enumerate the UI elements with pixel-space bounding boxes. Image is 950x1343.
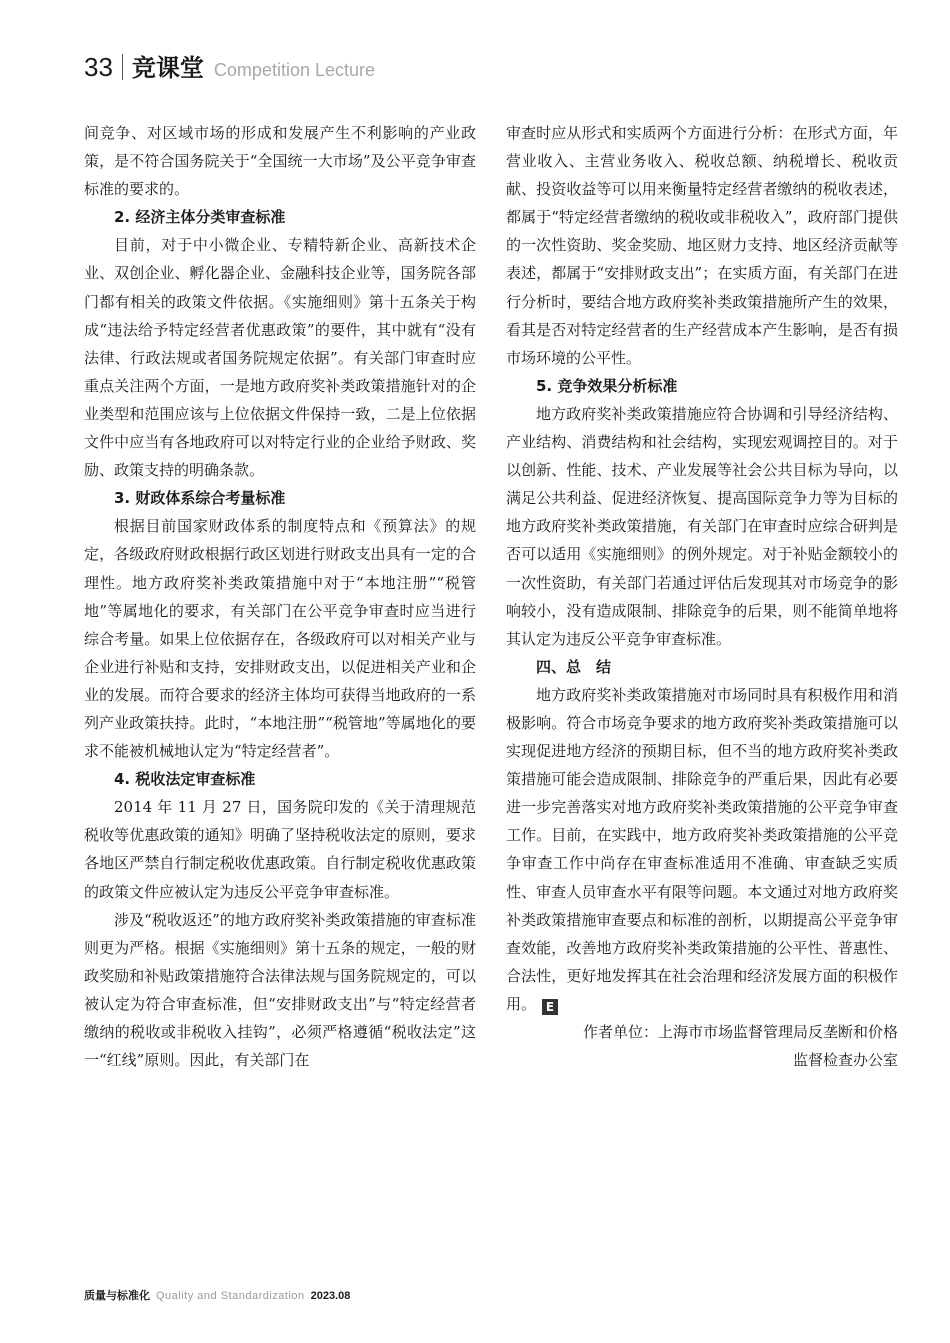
paragraph: 涉及“税收返还”的地方政府奖补类政策措施的审查标准则更为严格。根据《实施细则》第十五条的规定，一般的财政奖励和补贴政策措施符合法律法规与国务院规定的，可以被认定为符合审查标准，但“安排财政支出”与“特定经营者缴纳的税收或非税收入挂钩”，必须严格遵循“税收法定”这一“红线”原则。因此，有关部门在	[84, 910, 476, 1070]
left-column	[84, 119, 476, 1074]
right-column	[506, 119, 898, 1074]
journal-name-cn: 质量与标准化	[84, 1289, 150, 1302]
subheading-4: 4. 税收法定审查标准	[114, 770, 256, 789]
paragraph: 审查时应从形式和实质两个方面进行分析：在形式方面，年营业收入、主营业务收入、税收总额、纳税增长、税收贡献、投资收益等可以用来衡量特定经营者缴纳的税收表述，都属于“特定经营者缴纳的税收或非税收入”，政府部门提供的一次性资助、奖金奖励、地区财力支持、地区经济贡献等表述，都属于“安排财政支出”；在实质方面，有关部门在进行分析时，要结合地方政府奖补类政策措施所产生的效果，看其是否对特定经营者的生产经营成本产生影响，是否有损市场环境的公平性。	[506, 124, 898, 367]
paragraph-final	[506, 681, 898, 1018]
subheading-3: 3. 财政体系综合考量标准	[114, 489, 286, 508]
author-line: 作者单位：上海市市场监督管理局反垄断和价格	[582, 1023, 898, 1041]
paragraph: 间竞争、对区域市场的形成和发展产生不利影响的产业政策，是不符合国务院关于“全国统一大市场”及公平竞争审查标准的要求的。	[84, 124, 476, 199]
author-affiliation	[506, 1018, 898, 1074]
subheading-2: 2. 经济主体分类审查标准	[114, 208, 286, 227]
page-footer	[84, 1287, 350, 1303]
paragraph-text: 地方政府奖补类政策措施对市场同时具有积极作用和消极影响。符合市场竞争要求的地方政府奖补类政策措施可以实现促进地方经济的预期目标，但不当的地方政府奖补类政策措施可能会造成限制、排除竞争的严重后果，因此有必要进一步完善落实对地方政府奖补类政策措施的公平竞争审查工作。目前，在实践中，地方政府奖补类政策措施的公平竞争审查工作中尚存在审查标准适用不准确、审查缺乏实质性、审查人员审查水平有限等问题。本文通过对地方政府奖补类政策措施审查要点和标准的剖析，以期提高公平竞争审查效能，改善地方政府奖补类政策措施的公平性、普惠性、合法性，更好地发挥其在社会治理和经济发展方面的积极作用。	[506, 685, 898, 1013]
section-title-cn: 竞课堂	[131, 54, 204, 82]
author-line: 监督检查办公室	[792, 1051, 898, 1070]
subheading-5: 5. 竞争效果分析标准	[536, 376, 678, 395]
paragraph: 2014 年 11 月 27 日，国务院印发的《关于清理规范税收等优惠政策的通知》明确了坚持税收法定的原则，要求各地区严禁自行制定税收优惠政策。自行制定税收优惠政策的政策文件应被认定为违反公平竞争审查标准。	[84, 798, 476, 901]
summary-heading: 四、总 结	[536, 657, 612, 676]
section-title-en: Competition Lecture	[213, 60, 376, 80]
journal-name-en: Quality and Standardization	[156, 1290, 305, 1302]
paragraph: 地方政府奖补类政策措施应符合协调和引导经济结构、产业结构、消费结构和社会结构，实现宏观调控目的。对于以创新、性能、技术、产业发展等社会公共目标为导向，以满足公共利益、促进经济恢复、提高国际竞争力等为目标的地方政府奖补类政策措施，有关部门在审查时应综合研判是否可以适用《实施细则》的例外规定。对于补贴金额较小的一次性资助，有关部门若通过评估后发现其对市场竞争的影响较小，没有造成限制、排除竞争的后果，则不能简单地将其认定为违反公平竞争审查标准。	[506, 404, 898, 648]
page-header	[84, 48, 375, 88]
paragraph: 目前，对于中小微企业、专精特新企业、高新技术企业、双创企业、孵化器企业、金融科技企业等，国务院各部门都有相关的政策文件依据。《实施细则》第十五条关于构成“违法给予特定经营者优惠政策”的要件，其中就有“没有法律、行政法规或者国务院规定依据”。有关部门审查时应重点关注两个方面，一是地方政府奖补类政策措施针对的企业类型和范围应该与上位依据文件保持一致，二是上位依据文件中应当有各地政府可以对特定行业的企业给予财政、奖励、政策支持的明确条款。	[84, 236, 476, 480]
paragraph: 根据目前国家财政体系的制度特点和《预算法》的规定，各级政府财政根据行政区划进行财政支出具有一定的合理性。地方政府奖补类政策措施中对于“本地注册”“税管地”等属地化的要求，有关部门在公平竞争审查时应当进行综合考量。如果上位依据存在，各级政府可以对相关产业与企业进行补贴和支持，安排财政支出，以促进相关产业和企业的发展。而符合要求的经济主体均可获得当地政府的一系列产业政策扶持。此时，“本地注册”“税管地”等属地化的要求不能被机械地认定为“特定经营者”。	[84, 517, 476, 761]
article-end-icon: E	[542, 999, 558, 1015]
header-divider	[122, 54, 123, 80]
page-number: 33	[84, 52, 113, 82]
journal-issue: 2023.08	[310, 1290, 351, 1302]
